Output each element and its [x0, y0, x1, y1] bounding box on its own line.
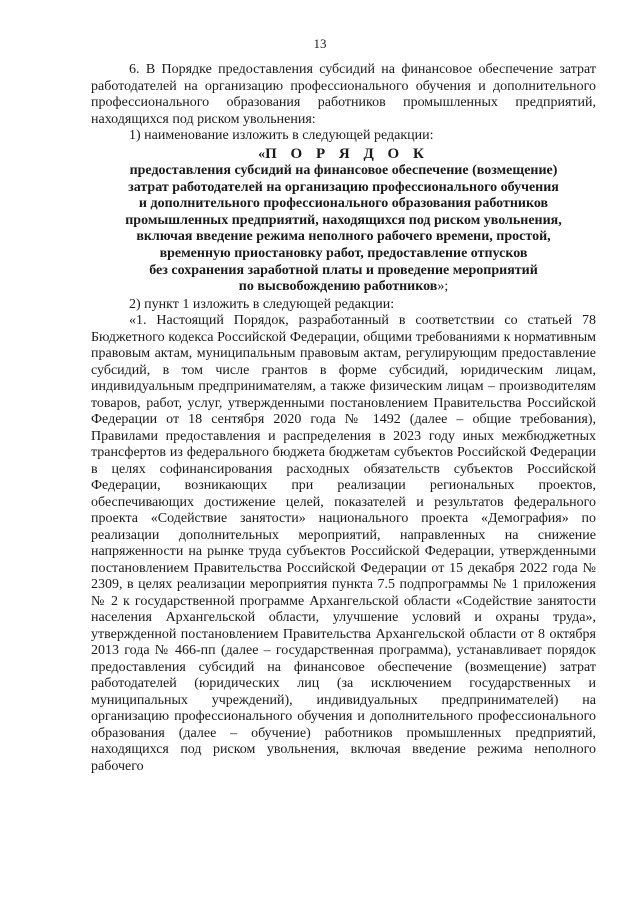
order-title-word: П О Р Я Д О К [265, 145, 429, 162]
order-title-line-2: затрат работодателей на организацию профессионального обучения [128, 179, 559, 195]
order-title-block [91, 146, 596, 296]
paragraph-subitem-1: 1) наименование изложить в следующей редакции: [129, 128, 434, 143]
order-title-line-7: без сохранения заработной платы и проведение мероприятий [149, 262, 538, 278]
order-title-line-4: промышленных предприятий, находящихся под риском увольнения, [125, 212, 562, 228]
title-open-quote: « [258, 146, 266, 162]
order-title-line-8 [91, 279, 596, 296]
order-title-line-3: и дополнительного профессионального образования работников [138, 196, 549, 212]
order-title-closing: »; [437, 279, 449, 295]
document-body [91, 62, 596, 775]
paragraph-subitem-2: 2) пункт 1 изложить в следующей редакции: [129, 296, 395, 312]
order-title-line-1: предоставления субсидий на финансовое обеспечение (возмещение) [129, 163, 558, 179]
order-title-line-8-text: по высвобождению работников [238, 279, 438, 295]
paragraph-point-1: «1. Настоящий Порядок, разработанный в соответствии со статьей 78 Бюджетного кодекса Российской Федерации, общими требованиями к нормативным правовым актам, муниципальным правовым актам, регулирующим предоставление субсидий, в том числе грантов в форме субсидий, юридическим лицам, индивидуальным предпринимателям, а также физическим лицам – производителям товаров, работ, услуг, утвержденными постановлением Правительства Российской Федерации от 18 сентября 2020 года № 1492 (далее – общие требования), Правилами предоставления и распределения в 2023 году иных межбюджетных трансфертов из федерального бюджета бюджетам субъектов Российской Федерации в целях софинансирования расходных обязательств субъектов Российской Федерации, возникающих при реализации региональных проектов, обеспечивающих достижение целей, показателей и результатов федерального проекта «Содействие занятости» национального проекта «Демография» по реализации дополнительных мероприятий, направленных на снижение напряженности на рынке труда субъектов Российской Федерации, утвержденными постановлением Правительства Российской Федерации от 15 декабря 2022 года № 2309, в целях реализации мероприятия пункта 7.5 подпрограммы № 1 приложения № 2 к государственной программе Архангельской области «Содействие занятости населения Архангельской области, улучшение условий и охраны труда», утвержденной постановлением Правительства Архангельской области от 8 октября 2013 года № 466-пп (далее – государственная программа), устанавливает порядок предоставления субсидий на финансовое обеспечение (возмещение) затрат работодателей (юридических лиц (за исключением государственных и муниципальных учреждений), индивидуальных предпринимателей) на организацию профессионального обучения и дополнительного профессионального образования (далее – обучение) работников промышленных предприятий, находящихся под риском увольнения, включая введение режима неполного рабочего [91, 313, 596, 774]
paragraph-item-6: 6. В Порядке предоставления субсидий на финансовое обеспечение затрат работодателей на организацию профессионального обучения и дополнительного профессионального образования работников промышленных предприятий, находящихся под риском увольнения: [91, 62, 596, 127]
page-number: 13 [313, 36, 327, 51]
order-title-line-6: временную приостановку работ, предоставление отпусков [159, 246, 528, 262]
order-title-line-5: включая введение режима неполного рабочего времени, простой, [136, 229, 551, 245]
order-title-heading [91, 146, 596, 164]
